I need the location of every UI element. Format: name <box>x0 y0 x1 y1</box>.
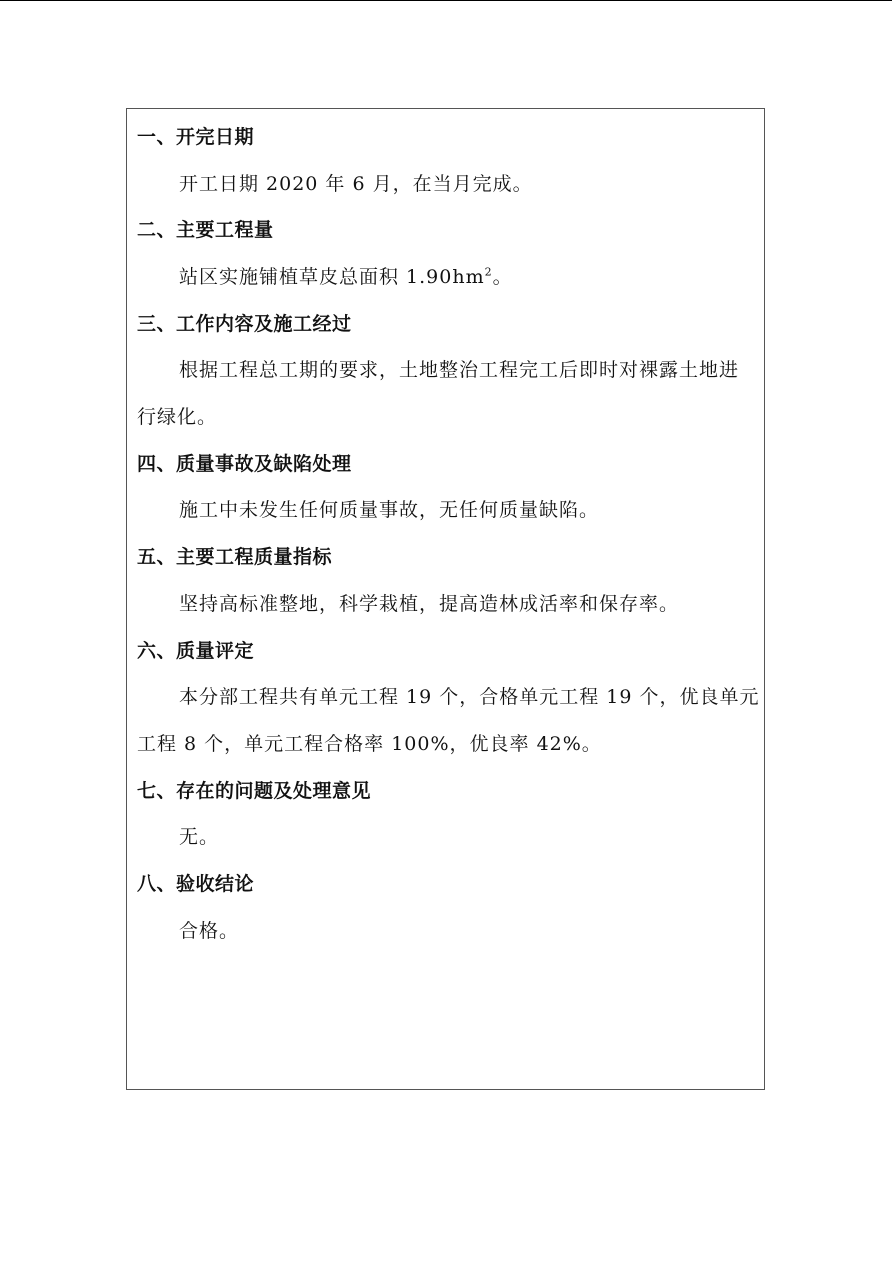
document-table-frame <box>126 108 765 1090</box>
section-heading-quality-indicators: 五、主要工程质量指标 <box>137 546 333 568</box>
section-heading-issues: 七、存在的问题及处理意见 <box>137 780 372 802</box>
section-text-work-content-line1: 根据工程总工期的要求，土地整治工程完工后即时对裸露土地进 <box>179 359 740 381</box>
section-text-quantities <box>179 262 513 289</box>
section-heading-conclusion: 八、验收结论 <box>137 873 255 895</box>
section-text-quality-assessment-line2: 工程 8 个，单元工程合格率 100%，优良率 42%。 <box>137 733 602 755</box>
section-heading-quality-assessment: 六、质量评定 <box>137 640 255 662</box>
section-text-work-content-line2: 行绿化。 <box>137 406 218 428</box>
section-heading-dates: 一、开完日期 <box>137 126 255 148</box>
section-text-dates: 开工日期 2020 年 6 月，在当月完成。 <box>179 173 533 195</box>
quantities-suffix: 。 <box>492 266 513 288</box>
section-text-quality-indicators: 坚持高标准整地，科学栽植，提高造林成活率和保存率。 <box>179 593 680 615</box>
section-heading-accidents: 四、质量事故及缺陷处理 <box>137 453 352 475</box>
page-top-border <box>0 0 892 1</box>
quantities-superscript: 2 <box>484 265 493 279</box>
section-heading-quantities: 二、主要工程量 <box>137 219 274 241</box>
section-heading-work-content: 三、工作内容及施工经过 <box>137 313 352 335</box>
quantities-text: 站区实施铺植草皮总面积 1.90hm <box>179 266 485 288</box>
section-text-conclusion: 合格。 <box>179 920 240 942</box>
section-text-issues: 无。 <box>179 826 220 848</box>
section-text-accidents: 施工中未发生任何质量事故，无任何质量缺陷。 <box>179 499 600 521</box>
section-text-quality-assessment-line1: 本分部工程共有单元工程 19 个，合格单元工程 19 个，优良单元 <box>179 686 760 708</box>
